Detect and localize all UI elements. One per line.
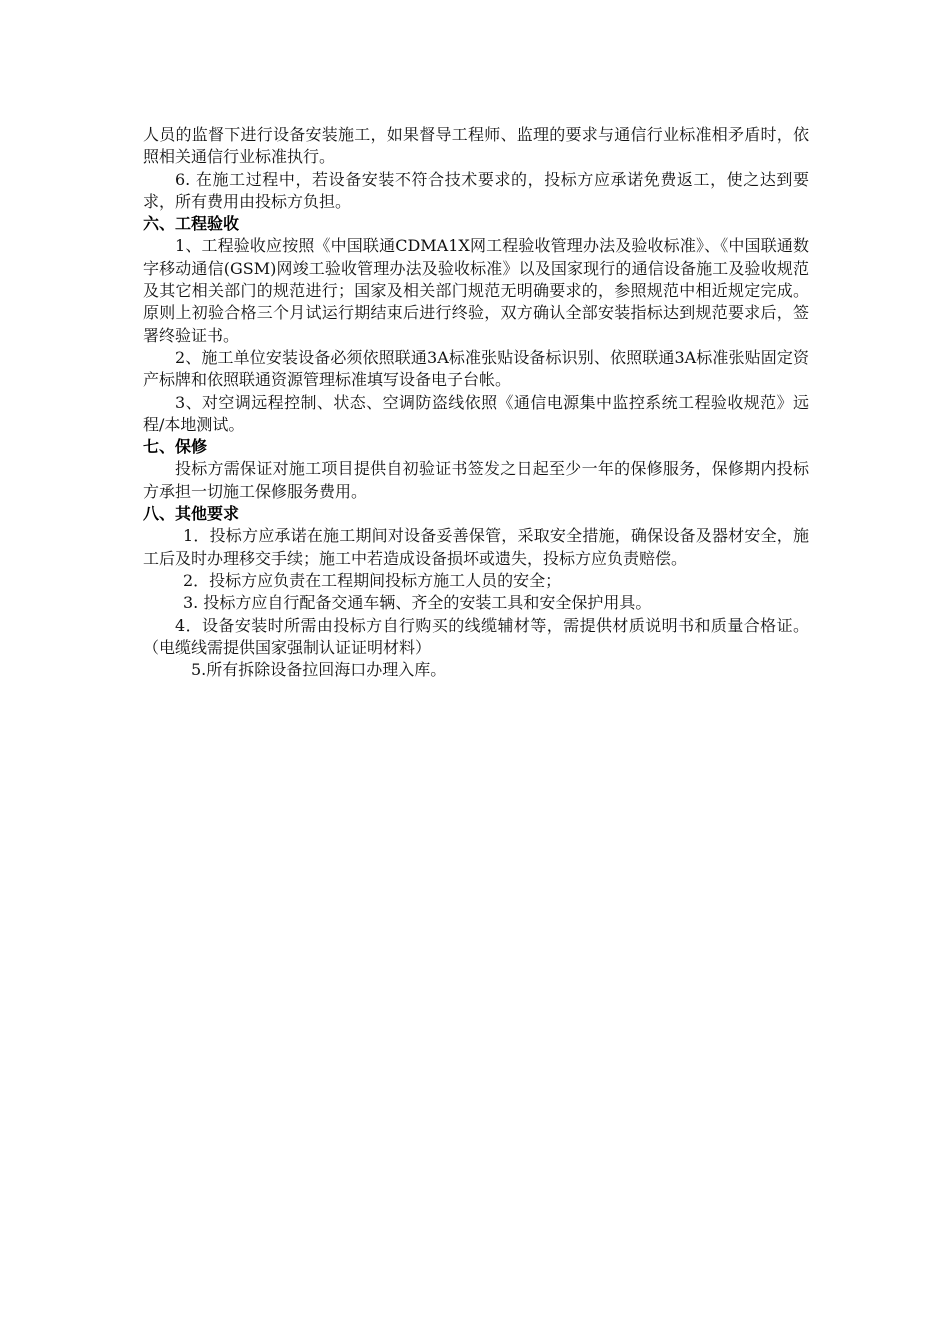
other-requirement-item-2: 2．投标方应负责在工程期间投标方施工人员的安全； xyxy=(183,570,562,590)
section-heading-acceptance: 六、工程验收 xyxy=(143,214,240,234)
other-requirement-item-3: 3. 投标方应自行配备交通车辆、齐全的安装工具和安全保护用具。 xyxy=(183,593,652,613)
acceptance-item-3: 3、对空调远程控制、状态、空调防盗线依照《通信电源集中监控系统工程验收规范》远程/本地测试。 xyxy=(143,392,809,434)
other-requirement-item-4: 4．设备安装时所需由投标方自行购买的线缆辅材等，需提供材质说明书和质量合格证。（电缆线需提供国家强制认证证明材料） xyxy=(143,615,809,657)
document-page xyxy=(143,124,809,681)
section-heading-warranty: 七、保修 xyxy=(143,437,208,457)
other-requirement-item-1: 1．投标方应承诺在施工期间对设备妥善保管，采取安全措施，确保设备及器材安全，施工后及时办理移交手续；施工中若造成设备损坏或遗失，投标方应负责赔偿。 xyxy=(143,526,809,568)
intro-paragraph-1: 人员的监督下进行设备安装施工，如果督导工程师、监理的要求与通信行业标准相矛盾时，依照相关通信行业标准执行。 xyxy=(143,125,809,167)
acceptance-item-2: 2、施工单位安装设备必须依照联通3A标准张贴设备标识别、依照联通3A标准张贴固定资产标牌和依照联通资源管理标准填写设备电子台帐。 xyxy=(143,347,809,390)
other-requirement-item-5: 5.所有拆除设备拉回海口办理入库。 xyxy=(191,660,447,680)
acceptance-item-1: 1、工程验收应按照《中国联通CDMA1X网工程验收管理办法及验收标准》、《中国联通数字移动通信(GSM)网竣工验收管理办法及验收标准》以及国家现行的通信设备施工及验收规范及其它相关部门的规范进行；国家及相关部门规范无明确要求的，参照规范中相近规定完成。原则上初验合格三个月试运行期结束后进行终验，双方确认全部安装指标达到规范要求后，签署终验证书。 xyxy=(143,236,809,345)
warranty-item-1: 投标方需保证对施工项目提供自初验证书签发之日起至少一年的保修服务，保修期内投标方承担一切施工保修服务费用。 xyxy=(143,459,809,501)
section-heading-other-requirements: 八、其他要求 xyxy=(143,504,240,524)
intro-paragraph-2: 6. 在施工过程中，若设备安装不符合技术要求的，投标方应承诺免费返工，使之达到要求，所有费用由投标方负担。 xyxy=(143,169,809,211)
